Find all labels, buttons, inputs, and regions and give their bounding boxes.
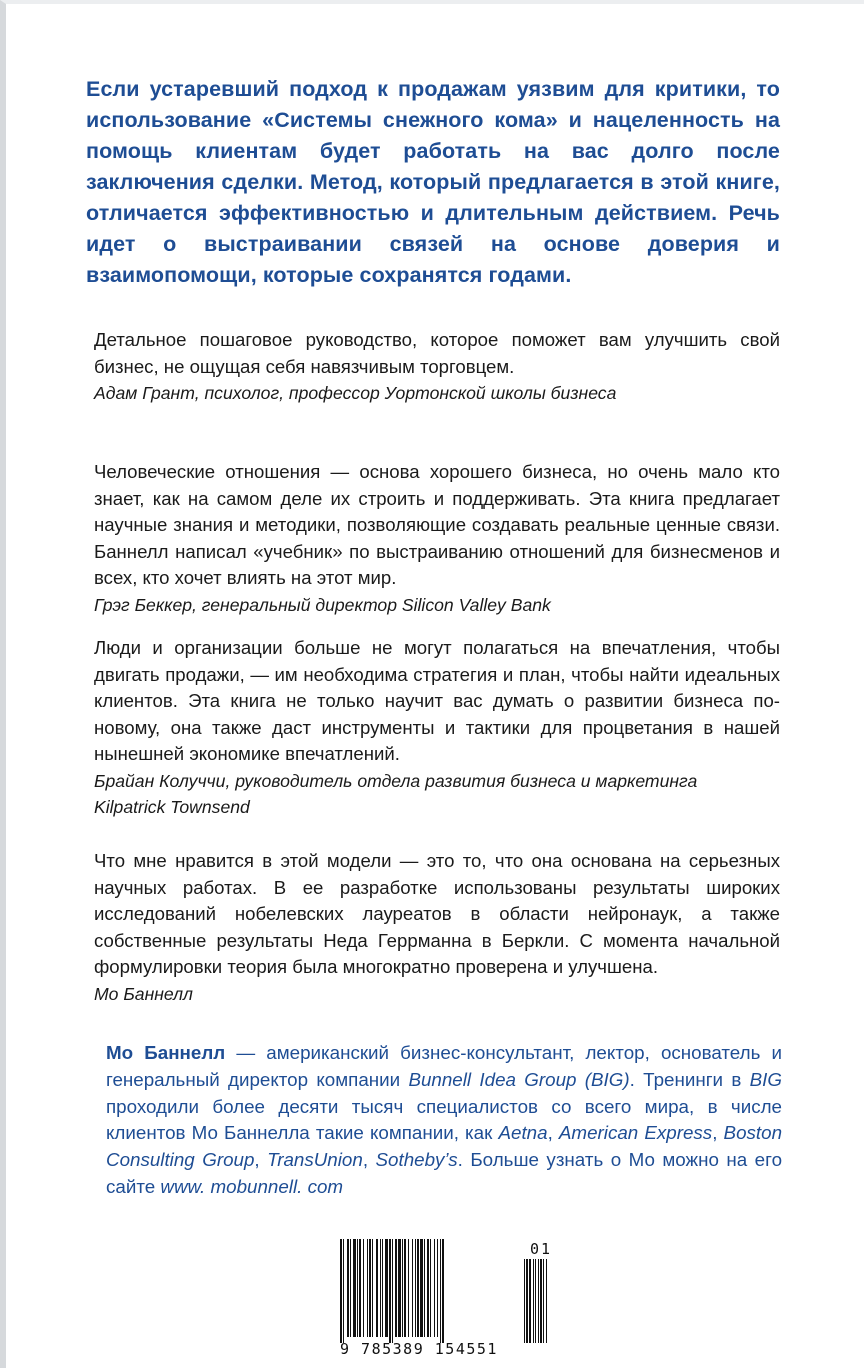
barcode-bar (415, 1239, 416, 1337)
separator: , (254, 1149, 268, 1171)
barcode-bar (392, 1239, 393, 1343)
quote-text: Что мне нравится в этой модели — это то, что она основана на серьезных научных работах. В ее разработке использованы результаты широких исследований нобелевских лауреатов в области нейронаук, а также собственные результаты Неда Геррманна в Беркли. С момента начальной формулировки теория была многократно проверена и улучшена. (94, 850, 780, 978)
separator: , (547, 1122, 559, 1144)
barcode-bar (402, 1239, 403, 1337)
barcode-bar (412, 1239, 413, 1337)
client-name: Aetna (498, 1122, 548, 1144)
barcode-bar (376, 1239, 378, 1337)
client-name: TransUnion (267, 1149, 363, 1171)
isbn-number: 9 785389 154551 (340, 1340, 498, 1358)
addon-bar (529, 1259, 531, 1343)
barcode-bar (350, 1239, 351, 1337)
barcode-bar (420, 1239, 423, 1337)
quote-attribution: Мо Баннелл (94, 983, 193, 1004)
barcode-bar (404, 1239, 406, 1337)
bio-text: — американский бизнес-консультант, лектор, основатель и генеральный директор компании (106, 1042, 782, 1090)
addon-bar (533, 1259, 534, 1343)
quote-attribution-line2: Kilpatrick Townsend (94, 797, 250, 818)
barcode-bar (430, 1239, 431, 1337)
barcode-bar (434, 1239, 435, 1337)
barcode-bar (427, 1239, 429, 1337)
barcode-bar (340, 1239, 342, 1343)
barcode-bar (359, 1239, 361, 1337)
quote-1 (94, 327, 780, 407)
barcode-bar (395, 1239, 397, 1337)
barcode-bar (385, 1239, 388, 1337)
barcode-bar (372, 1239, 373, 1337)
quote-2 (94, 459, 780, 618)
bio-text: . Тренинги в (629, 1068, 750, 1090)
addon-bar (526, 1259, 528, 1343)
isbn-addon: 01 (530, 1240, 553, 1258)
barcode-bar (347, 1239, 349, 1337)
quote-attribution: Адам Грант, психолог, профессор Уортонской школы бизнеса (94, 383, 617, 404)
barcode-bar (367, 1239, 368, 1337)
barcode-bar (363, 1239, 364, 1337)
barcode-bar (437, 1239, 438, 1337)
addon-bar (524, 1259, 525, 1343)
barcode-bar (417, 1239, 419, 1337)
separator: , (362, 1149, 376, 1171)
addon-bar (535, 1259, 536, 1343)
barcode-bar (398, 1239, 401, 1337)
quote-text: Человеческие отношения — основа хорошего бизнеса, но очень мало кто знает, как на самом деле их строить и поддерживать. Эта книга предлагает научные знания и методики, позволяющие создавать реальные ценные связи. Баннелл написал «учебник» по выстраиванию отношений для бизнесменов и всех, кто хочет влиять на этот мир. (94, 461, 780, 589)
barcode-bar (353, 1239, 356, 1337)
author-name: Мо Баннелл (106, 1042, 226, 1063)
barcode-bar (442, 1239, 444, 1343)
separator: , (712, 1122, 724, 1144)
addon-bar (546, 1259, 547, 1343)
quote-attribution: Грэг Беккер, генеральный директор Silicon Valley Bank (94, 594, 551, 615)
lead-paragraph: Если устаревший подход к продажам уязвим для критики, то использование «Системы снежного кома» и нацеленность на помощь клиентам будет работать на вас долго после заключения сделки. Метод, который предлагается в этой книге, отличается эффективностью и длительным действием. Речь идет о выстраивании связей на основе доверия и взаимопомощи, которые сохранятся годами. (86, 77, 780, 287)
barcode-bar (424, 1239, 425, 1337)
company-abbr: BIG (749, 1068, 783, 1090)
bio-text: . Больше узнать о Мо можно на его сайте (106, 1149, 783, 1197)
barcode-bar (380, 1239, 381, 1337)
client-name: American Express (558, 1122, 713, 1144)
barcode-bar (343, 1239, 344, 1343)
client-name: Sotheby’s (375, 1149, 458, 1171)
barcode-bar (389, 1239, 391, 1343)
addon-bar (543, 1259, 544, 1343)
quote-text: Люди и организации больше не могут полагаться на впечатления, чтобы двигать продажи, — им необходима стратегия и план, чтобы найти идеальных клиентов. Эта книга не только научит вас думать о развитии бизнеса по-новому, она также даст инструменты и тактики для процветания в нашей нынешней экономике впечатлений. (94, 637, 780, 765)
barcode-bar (369, 1239, 371, 1337)
barcode-bar (408, 1239, 409, 1337)
addon-bar (540, 1259, 542, 1343)
bio-text: проходили более десяти тысяч специалистов со всего мира, в числе клиентов Мо Баннелла такие компании, как (106, 1095, 782, 1144)
client-name: Boston Consulting Group (106, 1122, 783, 1171)
barcode-bar (357, 1239, 358, 1337)
addon-bar (538, 1259, 539, 1343)
quote-4 (94, 848, 780, 1007)
quote-attribution: Брайан Колуччи, руководитель отдела развития бизнеса и маркетинга (94, 770, 698, 791)
quote-3 (94, 635, 780, 821)
author-bio (106, 1040, 782, 1201)
quote-text: Детальное пошаговое руководство, которое поможет вам улучшить свой бизнес, не ощущая себя навязчивым торговцем. (94, 329, 780, 377)
website-link: www. mobunnell. com (160, 1175, 344, 1197)
barcode-bar (440, 1239, 441, 1343)
company-name: Bunnell Idea Group (BIG) (408, 1068, 630, 1090)
barcode-bar (382, 1239, 383, 1337)
